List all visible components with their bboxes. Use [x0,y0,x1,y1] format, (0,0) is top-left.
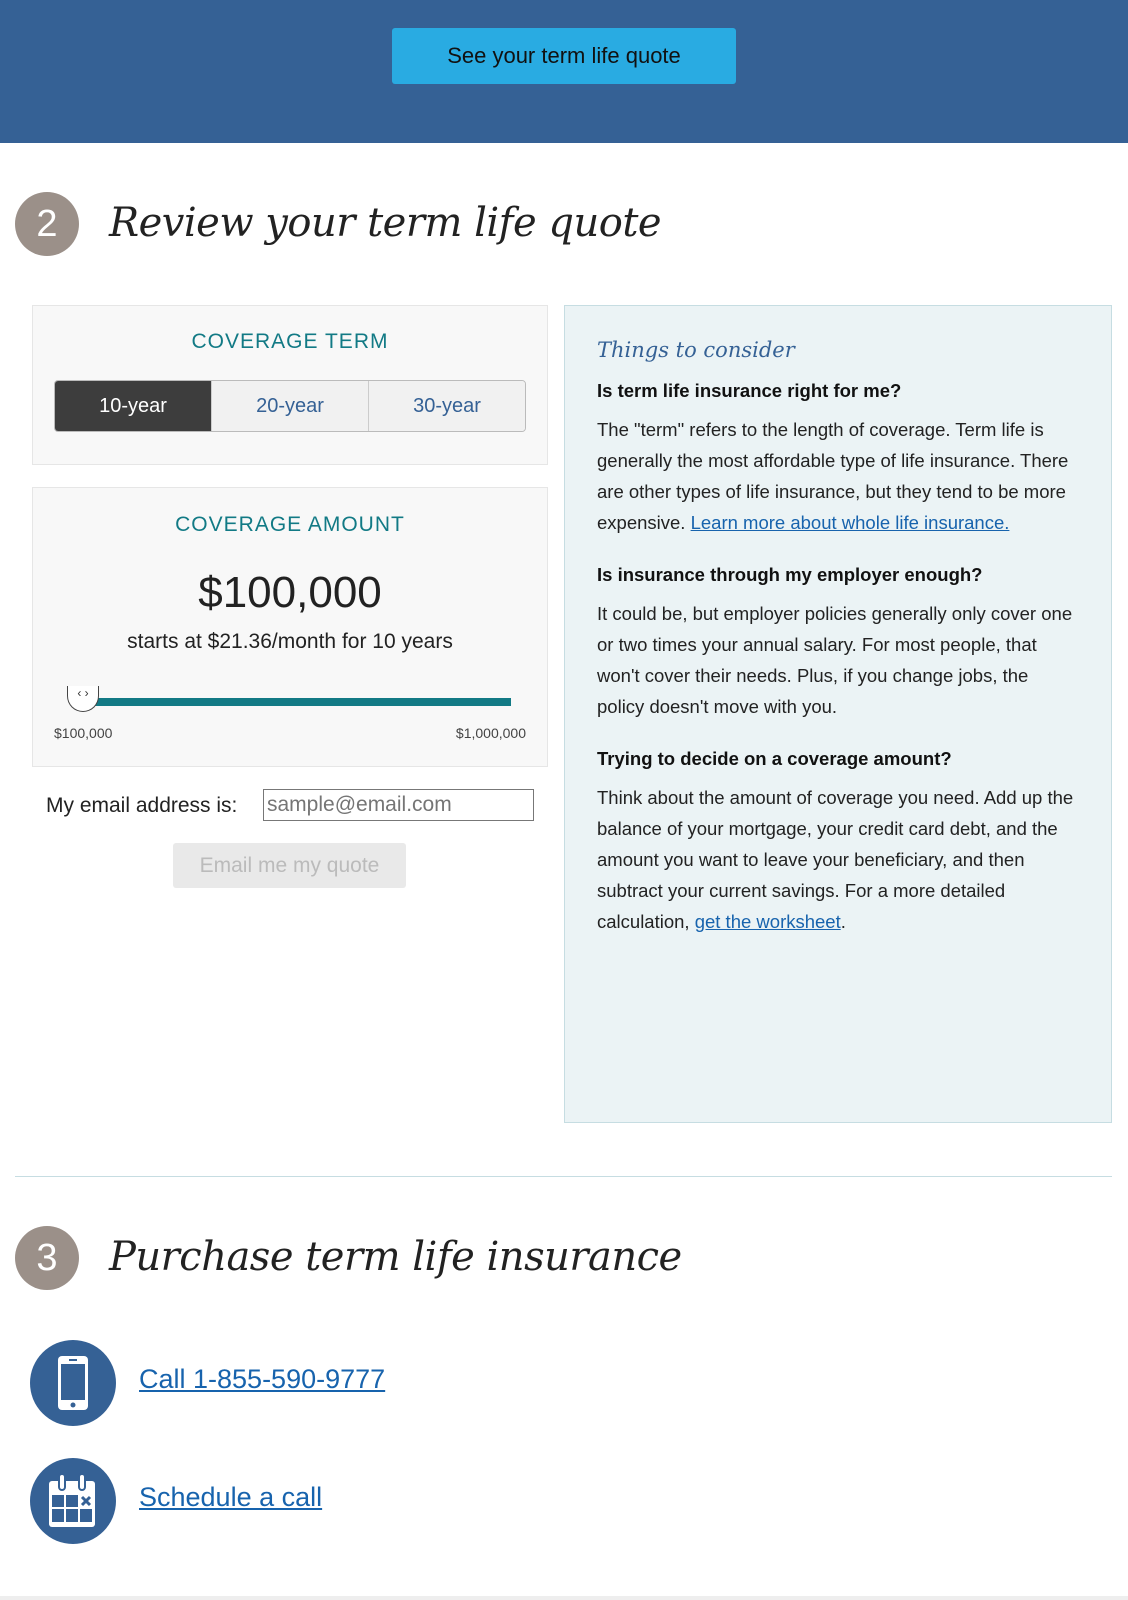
faq-heading: Is insurance through my employer enough? [597,564,983,585]
top-banner [0,0,1128,143]
email-input[interactable] [263,789,534,821]
things-to-consider-panel [564,305,1112,1123]
faq-body-end: . [840,911,846,932]
term-option-30-year[interactable]: 30-year [368,381,525,431]
faq-body: Think about the amount of coverage you need. Add up the balance of your mortgage, your credit card debt, and the amount you want to leave your beneficiary, and then subtract your current savings. For a more detailed calculation, [597,787,1074,932]
term-option-10-year[interactable]: 10-year [55,381,211,431]
faq-heading: Trying to decide on a coverage amount? [597,748,952,769]
schedule-call-link[interactable]: Schedule a call [139,1482,323,1512]
slider-min-label: $100,000 [54,725,113,741]
see-quote-button[interactable]: See your term life quote [392,28,736,84]
coverage-amount-value: $100,000 [198,568,382,617]
faq-heading: Is term life insurance right for me? [597,380,902,401]
email-quote-button[interactable]: Email me my quote [173,843,406,888]
slider-handle[interactable]: ‹ › [67,686,99,712]
slider-max-label: $1,000,000 [455,725,526,741]
section-title: Review your term life quote [109,200,662,246]
coverage-term-label: COVERAGE TERM [191,330,389,353]
email-label: My email address is: [46,794,238,817]
term-option-20-year[interactable]: 20-year [211,381,368,431]
coverage-term-box [32,305,548,465]
call-phone-link[interactable]: Call 1-855-590-9777 [139,1364,386,1394]
faq-text: It could be, but employer policies generally only cover one or two times your annual salary. For most people, that won't cover their needs. Plus, if you change jobs, the policy doesn't move with you. [597,603,1073,717]
monthly-price: starts at $21.36/month for 10 years [127,630,453,653]
section-divider [15,1176,1112,1177]
step-number-badge: 3 [15,1226,79,1290]
step-number-badge: 2 [15,192,79,256]
calendar-icon [30,1458,116,1544]
worksheet-link[interactable]: get the worksheet [694,911,841,932]
panel-title: Things to consider [597,338,795,362]
whole-life-link[interactable]: Learn more about whole life insurance. [690,512,1010,533]
coverage-amount-box [32,487,548,767]
term-selector [54,380,526,432]
faq-body: The "term" refers to the length of coverage. Term life is generally the most affordable type of life insurance. There are other types of life insurance, but they tend to be more expensive. [597,419,1069,533]
coverage-slider-track[interactable] [83,698,511,706]
footer-edge [0,1596,1128,1600]
section-title: Purchase term life insurance [109,1234,682,1280]
coverage-amount-label: COVERAGE AMOUNT [175,513,405,536]
faq-text [597,414,1079,538]
faq-text [597,782,1079,937]
phone-icon [30,1340,116,1426]
